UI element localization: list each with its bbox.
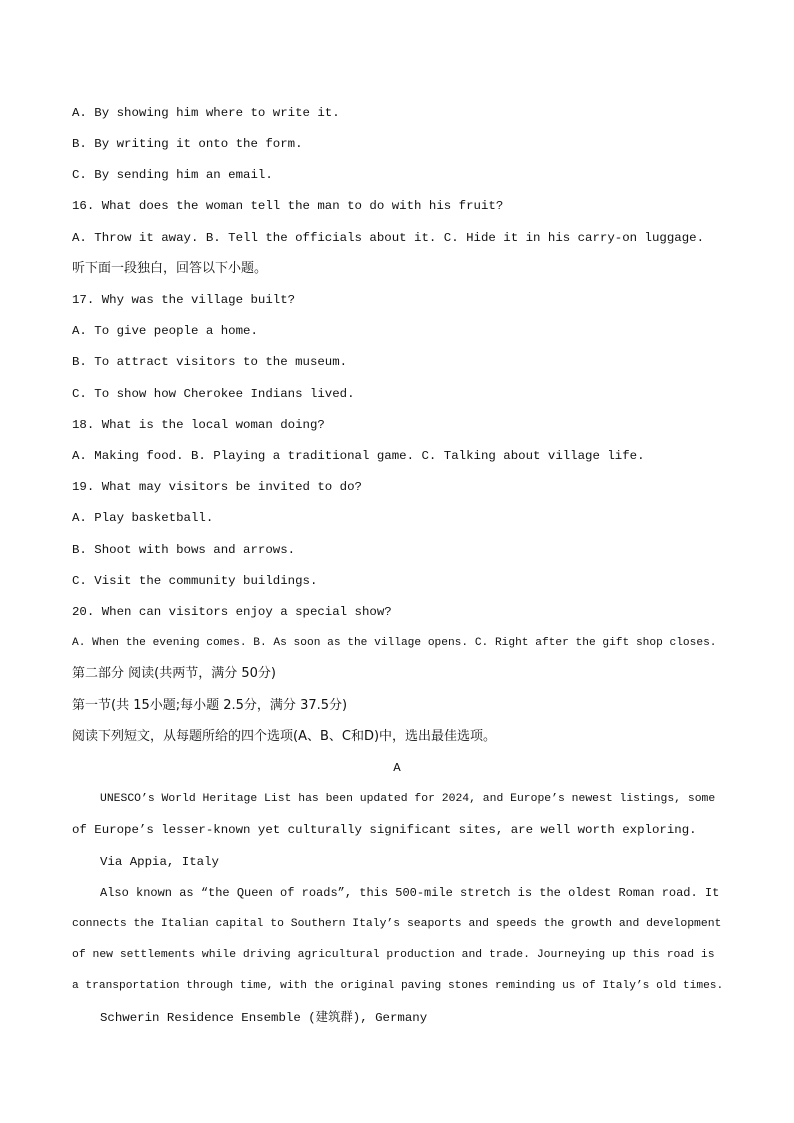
monologue-instruction: 听下面一段独白，回答以下小题。 <box>72 261 268 276</box>
site1-line-1: Also known as “the Queen of roads”, this 500-mile stretch is the oldest Roman road. It <box>100 886 720 900</box>
reading-instruction: 阅读下列短文，从每题所给的四个选项(A、B、C和D)中，选出最佳选项。 <box>72 729 497 744</box>
q18-options: A. Making food. B. Playing a traditional game. C. Talking about village life. <box>72 449 645 463</box>
site1-line-2: connects the Italian capital to Southern Italy’s seaports and speeds the growth and development <box>72 918 722 930</box>
intro-line-2: of Europe’s lesser-known yet culturally significant sites, are well worth exploring. <box>72 823 697 837</box>
question-20: 20. When can visitors enjoy a special show? <box>72 605 392 619</box>
q19-option-a: A. Play basketball. <box>72 511 214 525</box>
q17-option-a: A. To give people a home. <box>72 324 258 338</box>
section-title: 第一节(共 15小题;每小题 2.5分，满分 37.5分) <box>72 698 348 713</box>
q17-option-c: C. To show how Cherokee Indians lived. <box>72 387 355 401</box>
question-19: 19. What may visitors be invited to do? <box>72 480 362 494</box>
site1-title: Via Appia, Italy <box>100 855 219 869</box>
question-17: 17. Why was the village built? <box>72 293 296 307</box>
q15-option-a: A. By showing him where to write it. <box>72 106 340 120</box>
site1-line-4: a transportation through time, with the original paving stones reminding us of Italy’s old times. <box>72 980 724 992</box>
q19-option-b: B. Shoot with bows and arrows. <box>72 543 296 557</box>
site1-line-3: of new settlements while driving agricultural production and trade. Journeying up this road is <box>72 949 715 961</box>
q20-options: A. When the evening comes. B. As soon as the village opens. C. Right after the gift shop closes. <box>72 637 717 649</box>
q19-option-c: C. Visit the community buildings. <box>72 574 318 588</box>
question-18: 18. What is the local woman doing? <box>72 418 325 432</box>
site2-title: Schwerin Residence Ensemble (建筑群), Germany <box>100 1011 428 1025</box>
q15-option-c: C. By sending him an email. <box>72 168 273 182</box>
part-title: 第二部分 阅读(共两节，满分 50分) <box>72 666 276 681</box>
q17-option-b: B. To attract visitors to the museum. <box>72 355 348 369</box>
intro-line-1: UNESCO’s World Heritage List has been updated for 2024, and Europe’s newest listings, some <box>100 793 716 805</box>
passage-letter: A <box>393 761 401 775</box>
question-16: 16. What does the woman tell the man to do with his fruit? <box>72 199 504 213</box>
q15-option-b: B. By writing it onto the form. <box>72 137 303 151</box>
q16-options: A. Throw it away. B. Tell the officials about it. C. Hide it in his carry-on luggage. <box>72 231 705 245</box>
